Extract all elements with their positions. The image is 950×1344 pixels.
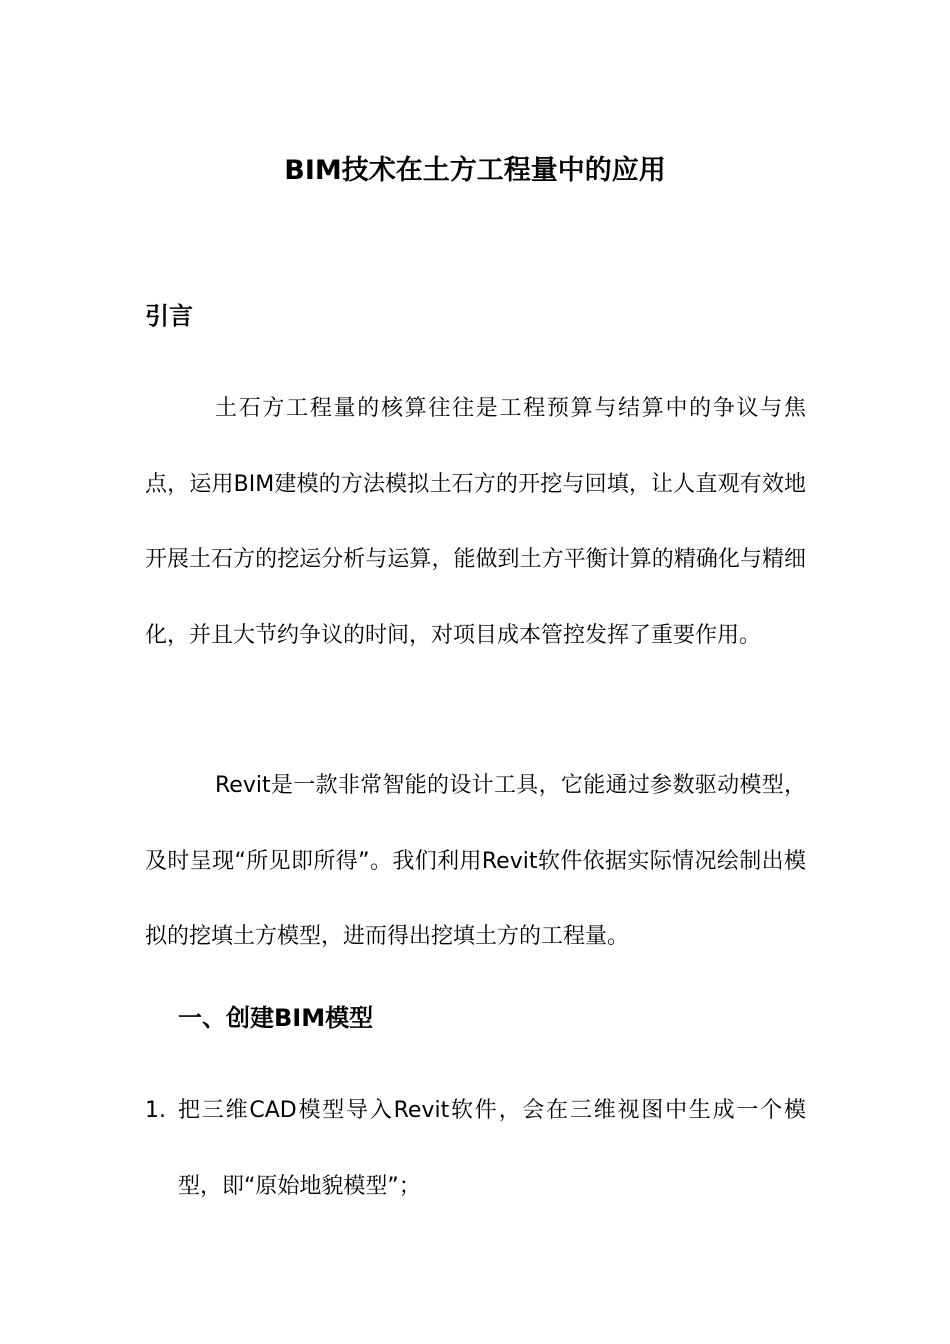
intro-paragraph-1: 土石方工程量的核算往往是工程预算与结算中的争议与焦点，运用BIM建模的方法模拟土石方的开挖与回填，让人直观有效地开展土石方的挖运分析与运算，能做到土方平衡计算的精确化与精细化，并且大节约争议的时间，对项目成本管控发挥了重要作用。 <box>145 396 806 648</box>
list-item-number: 1. <box>145 1098 166 1123</box>
list-item <box>145 1073 806 1224</box>
document-title: BIM技术在土方工程量中的应用 <box>284 155 666 186</box>
section-1-heading: 一、创建BIM模型 <box>178 1004 374 1032</box>
list-item-text: 把三维CAD模型导入Revit软件，会在三维视图中生成一个模型，即“原始地貌模型”； <box>178 1098 806 1199</box>
intro-paragraph-2: Revit是一款非常智能的设计工具，它能通过参数驱动模型，及时呈现“所见即所得”。我们利用Revit软件依据实际情况绘制出模拟的挖填土方模型，进而得出挖填土方的工程量。 <box>145 773 806 949</box>
intro-heading: 引言 <box>145 302 193 330</box>
